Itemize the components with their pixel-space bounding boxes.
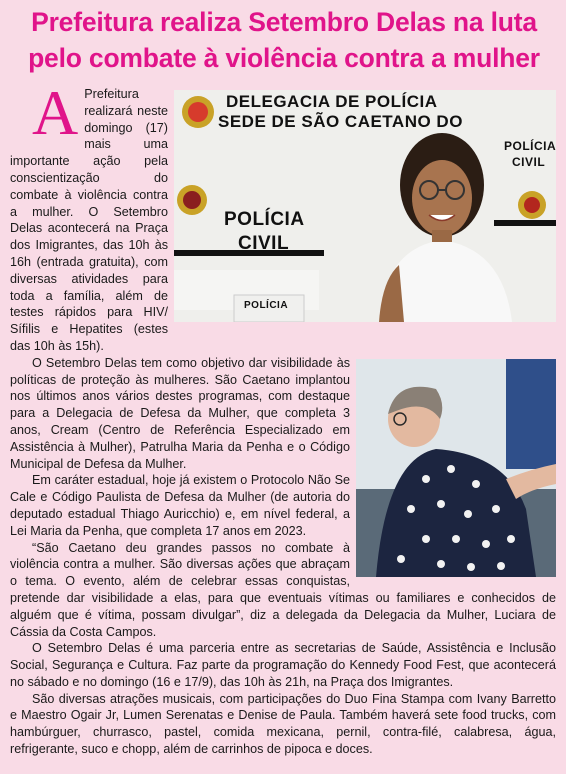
paragraph-3: Em caráter estadual, hoje já existem o Protocolo Não Se Cale e Código Paulista de Defesa da Mulher (de autoria do deputado estadual Thiago Auricchio) e, em nível federal, a Lei Maria da Penha, que completa 17 anos em 2023. [10,473,350,538]
paragraph-4: “São Caetano deu grandes passos no combate à violência contra a mulher. São diversas ações que abraçam o tema. O evento, além de celebrar essas conquistas, pretende dar visibilidade a elas, para que eventuais vítimas ou familiares e conhecidos de alguém que é vítima, possam divulgar”, diz a delegada da Delegacia da Mulher, Luciara de Cássia da Costa Campos. [10,540,556,639]
article-body [10,77,556,758]
banner-right-line-2: CIVIL [512,155,546,169]
paragraph-1: Prefeitura realizará neste domingo (17) mais uma importante ação pela conscientização do combate à violência contra a mulher. O Setembro Delas acontecerá na Praça dos Imigrantes, das 10h às 16h (entrada gratuita), com diversas atividades para toda a família, além de testes rápidos para HIV/ Sífilis e Hepatites (estes das 10h às 15h). [10,87,168,353]
banner-right-line-1: POLÍCIA [504,139,556,153]
sign-line-2: SEDE DE SÃO CAETANO DO [218,112,463,131]
sign-line-1: DELEGACIA DE POLÍCIA [226,92,438,111]
banner-left-line-2: CIVIL [238,233,290,254]
paragraph-2: O Setembro Delas tem como objetivo dar visibilidade às políticas de proteção às mulheres. São Caetano implantou nos últimos anos vários destes programas, com destaque para a Delegacia de Defesa da Mulher, que completa 3 anos, Cream (Centro de Referência Especializado em Assistência à Mulher), Patrulha Maria da Penha e o Código Municipal de Defesa da Mulher. [10,355,350,471]
headline-line-1: Prefeitura realiza Setembro Delas na luta [31,7,537,37]
photo-delegada [174,90,556,322]
headline-line-2: pelo combate à violência contra a mulher [28,43,540,73]
paragraph-5: O Setembro Delas é uma parceria entre as secretarias de Saúde, Assistência e Inclusão Social, Segurança e Cultura. Faz parte da programação do Kennedy Food Fest, que acontecerá no sábado e no domingo (16 e 17/9), das 10h às 21h, na Praça dos Imigrantes. [10,641,556,689]
photo-testing [356,359,556,577]
paragraph-6: São diversas atrações musicais, com participações do Duo Fina Stampa com Ivany Barretto e Maestro Ogair Jr, Lumen Serenatas e Denise de Paula. Também haverá sete food trucks, com hambúrguer, churrasco, pastel, comida mexicana, pernil, contra-filé, calabresa, água, refrigerante, suco e chopp, além de carrinhos de pipoca e doces. [10,691,556,757]
banner-left-line-1: POLÍCIA [224,209,305,230]
dropcap: A [32,77,79,148]
headline [10,4,558,76]
small-sign: POLÍCIA [244,300,289,311]
